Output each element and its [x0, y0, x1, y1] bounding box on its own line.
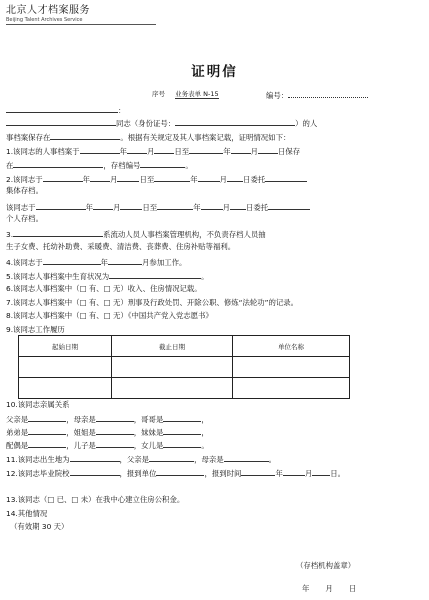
archive-location-blank[interactable] [50, 131, 120, 140]
org-name-cn: 北京人才档案服务 [6, 5, 90, 16]
item-2-cont: 集体存档。 [6, 186, 43, 195]
table-header-start: 起始日期 [19, 336, 112, 357]
item-3: 3. 系流动人员人事档案管理机构，不负责存档人员抽 [6, 230, 266, 239]
item-1-cont: 在 ，存档编号 。 [6, 161, 193, 170]
table-cell[interactable] [233, 378, 350, 399]
table-header-unit: 单位名称 [233, 336, 350, 357]
seal-label: （存档机构盖章） [296, 561, 356, 570]
seq-field [152, 89, 219, 98]
table-cell[interactable] [112, 378, 233, 399]
addressee-line: ： [6, 104, 125, 116]
item-2: 2.该同志于 年 月 日至 年 月 日委托 [6, 173, 307, 185]
org-header [6, 5, 156, 25]
table-row [19, 357, 350, 378]
item-9: 9.该同志工作履历 [6, 325, 65, 334]
item-3-cont: 生子女费、托幼补助费、采暖费、清洁费、丧葬费、住房补贴等福利。 [6, 242, 236, 251]
seq-label: 序号 [152, 90, 165, 98]
item-8: 8.该同志人事档案中（□ 有、□ 无）《中国共产党入党志愿书》 [6, 311, 213, 320]
relatives-line-1: 父亲是 ，母亲是 ，哥哥是 ， [6, 415, 209, 424]
item-11: 11.该同志出生地为 ，父亲是 ，母亲是 。 [6, 455, 277, 464]
relatives-line-3: 配偶是 ，儿子是 ，女儿是 。 [6, 441, 209, 450]
table-cell[interactable] [112, 357, 233, 378]
item-1: 1.该同志的人事档案于 年 月 日至 年 月 日保存 [6, 147, 301, 156]
intro-line-1: 同志（身份证号： ）的人 [6, 117, 317, 129]
item-4: 4.该同志于 年 月参加工作。 [6, 258, 187, 267]
table-header-end: 截止日期 [112, 336, 233, 357]
table-header-row [19, 336, 350, 357]
number-blank[interactable] [288, 89, 368, 98]
item-13: 13.该同志（□ 已、□ 未）在我中心建立住房公积金。 [6, 495, 185, 504]
table-cell[interactable] [233, 357, 350, 378]
document-title: 证明信 [191, 64, 238, 80]
item-2b-cont: 个人存档。 [6, 214, 43, 223]
number-field [266, 89, 368, 101]
item-10: 10.该同志亲属关系 [6, 400, 70, 409]
item-12: 12.该同志毕业院校 ，报到单位 ，报到时间 年 月 日。 [6, 469, 346, 478]
item-5: 5.该同志人事档案中生育状况为 。 [6, 272, 209, 281]
table-cell[interactable] [19, 357, 112, 378]
table-cell[interactable] [19, 378, 112, 399]
form-code: 业务表单 N-15 [175, 90, 219, 98]
item-14: 14.其他情况 [6, 509, 48, 518]
item-6: 6.该同志人事档案中（□ 有、□ 无）收入、住房情况记载。 [6, 284, 202, 293]
id-number-blank[interactable] [175, 117, 295, 126]
item-2b: 该同志于 年 月 日至 年 月 日委托 [6, 201, 310, 213]
validity-note: （有效期 30 天） [10, 522, 69, 531]
work-history-table [18, 335, 350, 399]
date-line: 年 月 日 [302, 584, 357, 593]
number-label: 编号： [266, 91, 289, 100]
addressee-blank[interactable] [6, 104, 118, 113]
table-row [19, 378, 350, 399]
relatives-line-2: 弟弟是 ，姐姐是 ，妹妹是 ， [6, 428, 209, 437]
org-name-en: Beijing Talent Archives Service [6, 17, 83, 23]
item-7: 7.该同志人事档案中（□ 有、□ 无）刑事及行政处罚、开除公职、修炼“法轮功”的记录。 [6, 298, 299, 307]
intro-line-2: 事档案保存在 。根据有关规定及其人事档案记载，证明情况如下： [6, 133, 291, 142]
name-blank[interactable] [6, 117, 116, 126]
